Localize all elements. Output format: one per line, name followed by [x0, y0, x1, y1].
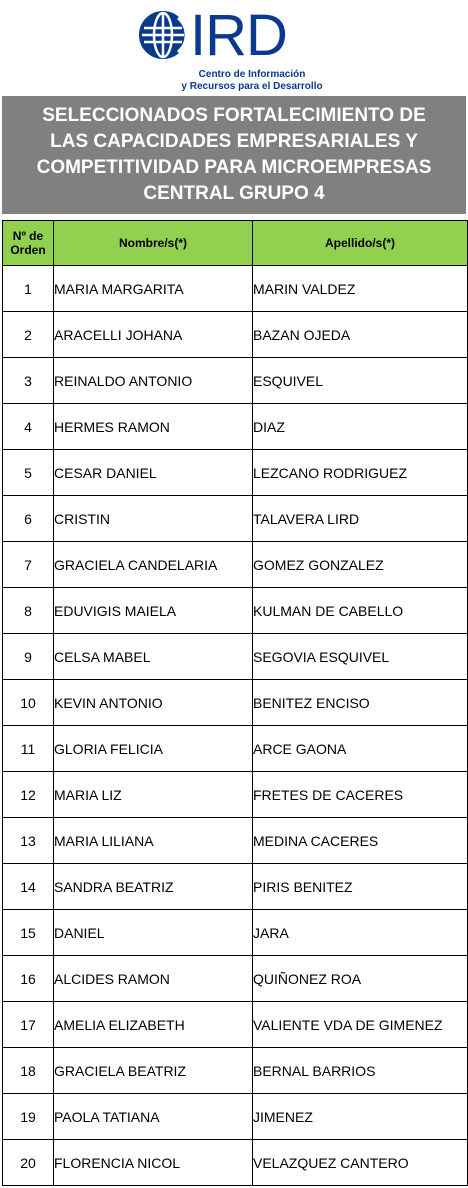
table-row	[3, 910, 468, 956]
surname-cell: PIRIS BENITEZ	[253, 864, 468, 910]
order-cell: 6	[3, 496, 54, 542]
name-cell: KEVIN ANTONIO	[54, 680, 253, 726]
surname-cell: BERNAL BARRIOS	[253, 1048, 468, 1094]
name-cell: CESAR DANIEL	[54, 450, 253, 496]
surname-cell: JIMENEZ	[253, 1094, 468, 1140]
surname-cell: FRETES DE CACERES	[253, 772, 468, 818]
order-cell: 3	[3, 358, 54, 404]
table-row	[3, 1094, 468, 1140]
logo-subtitle-line1: Centro de Información	[198, 69, 306, 80]
name-cell: DANIEL	[54, 910, 253, 956]
table-row	[3, 266, 468, 312]
title-line: COMPETITIVIDAD PARA MICROEMPRESAS	[36, 157, 432, 178]
name-cell: HERMES RAMON	[54, 404, 253, 450]
order-cell: 11	[3, 726, 54, 772]
table-row	[3, 1002, 468, 1048]
order-cell: 16	[3, 956, 54, 1002]
name-cell: MARIA LILIANA	[54, 818, 253, 864]
name-cell: EDUVIGIS MAIELA	[54, 588, 253, 634]
table-row	[3, 450, 468, 496]
surname-cell: BAZAN OJEDA	[253, 312, 468, 358]
table-header-row	[3, 221, 468, 266]
surname-cell: BENITEZ ENCISO	[253, 680, 468, 726]
logo-wordmark: IRD	[190, 3, 287, 68]
order-cell: 1	[3, 266, 54, 312]
selected-participants-table	[2, 220, 468, 1186]
name-cell: GLORIA FELICIA	[54, 726, 253, 772]
page-title-banner	[2, 96, 466, 214]
table-row	[3, 588, 468, 634]
order-cell: 14	[3, 864, 54, 910]
order-cell: 20	[3, 1140, 54, 1186]
surname-cell: MEDINA CACERES	[253, 818, 468, 864]
surname-cell: SEGOVIA ESQUIVEL	[253, 634, 468, 680]
order-cell: 12	[3, 772, 54, 818]
name-cell: ARACELLI JOHANA	[54, 312, 253, 358]
table-row	[3, 312, 468, 358]
order-cell: 9	[3, 634, 54, 680]
title-line: LAS CAPACIDADES EMPRESARIALES Y	[50, 131, 418, 152]
table-row	[3, 818, 468, 864]
table-row	[3, 726, 468, 772]
order-cell: 8	[3, 588, 54, 634]
name-cell: ALCIDES RAMON	[54, 956, 253, 1002]
order-cell: 10	[3, 680, 54, 726]
table-row	[3, 542, 468, 588]
column-header-order-line2: Orden	[10, 243, 46, 257]
table-row	[3, 1140, 468, 1186]
table-row	[3, 956, 468, 1002]
surname-cell: GOMEZ GONZALEZ	[253, 542, 468, 588]
table-row	[3, 496, 468, 542]
title-line: SELECCIONADOS FORTALECIMIENTO DE	[42, 105, 426, 126]
name-cell: AMELIA ELIZABETH	[54, 1002, 253, 1048]
surname-cell: JARA	[253, 910, 468, 956]
globe-icon	[138, 10, 188, 60]
order-cell: 18	[3, 1048, 54, 1094]
order-cell: 13	[3, 818, 54, 864]
surname-cell: ESQUIVEL	[253, 358, 468, 404]
name-cell: SANDRA BEATRIZ	[54, 864, 253, 910]
surname-cell: ARCE GAONA	[253, 726, 468, 772]
table-row	[3, 1048, 468, 1094]
table-row	[3, 864, 468, 910]
order-cell: 15	[3, 910, 54, 956]
column-header-order-line1: Nº de	[12, 229, 44, 243]
column-header-order	[3, 221, 54, 266]
order-cell: 5	[3, 450, 54, 496]
surname-cell: VELAZQUEZ CANTERO	[253, 1140, 468, 1186]
surname-cell: MARIN VALDEZ	[253, 266, 468, 312]
order-cell: 2	[3, 312, 54, 358]
name-cell: GRACIELA BEATRIZ	[54, 1048, 253, 1094]
name-cell: GRACIELA CANDELARIA	[54, 542, 253, 588]
name-cell: CRISTIN	[54, 496, 253, 542]
logo-subtitle-line2: y Recursos para el Desarrollo	[181, 81, 323, 92]
surname-cell: TALAVERA LIRD	[253, 496, 468, 542]
table-row	[3, 634, 468, 680]
surname-cell: LEZCANO RODRIGUEZ	[253, 450, 468, 496]
name-cell: PAOLA TATIANA	[54, 1094, 253, 1140]
surname-cell: DIAZ	[253, 404, 468, 450]
order-cell: 4	[3, 404, 54, 450]
column-header-surnames: Apellido/s(*)	[253, 221, 468, 266]
table-row	[3, 358, 468, 404]
order-cell: 17	[3, 1002, 54, 1048]
name-cell: CELSA MABEL	[54, 634, 253, 680]
table-row	[3, 772, 468, 818]
surname-cell: VALIENTE VDA DE GIMENEZ	[253, 1002, 468, 1048]
table-row	[3, 404, 468, 450]
column-header-names: Nombre/s(*)	[54, 221, 253, 266]
logo-subtitle	[152, 69, 352, 93]
order-cell: 19	[3, 1094, 54, 1140]
title-line: CENTRAL GRUPO 4	[143, 183, 325, 204]
order-cell: 7	[3, 542, 54, 588]
surname-cell: QUIÑONEZ ROA	[253, 956, 468, 1002]
name-cell: MARIA MARGARITA	[54, 266, 253, 312]
surname-cell: KULMAN DE CABELLO	[253, 588, 468, 634]
name-cell: REINALDO ANTONIO	[54, 358, 253, 404]
table-row	[3, 680, 468, 726]
cird-logo	[0, 0, 468, 94]
name-cell: FLORENCIA NICOL	[54, 1140, 253, 1186]
name-cell: MARIA LIZ	[54, 772, 253, 818]
